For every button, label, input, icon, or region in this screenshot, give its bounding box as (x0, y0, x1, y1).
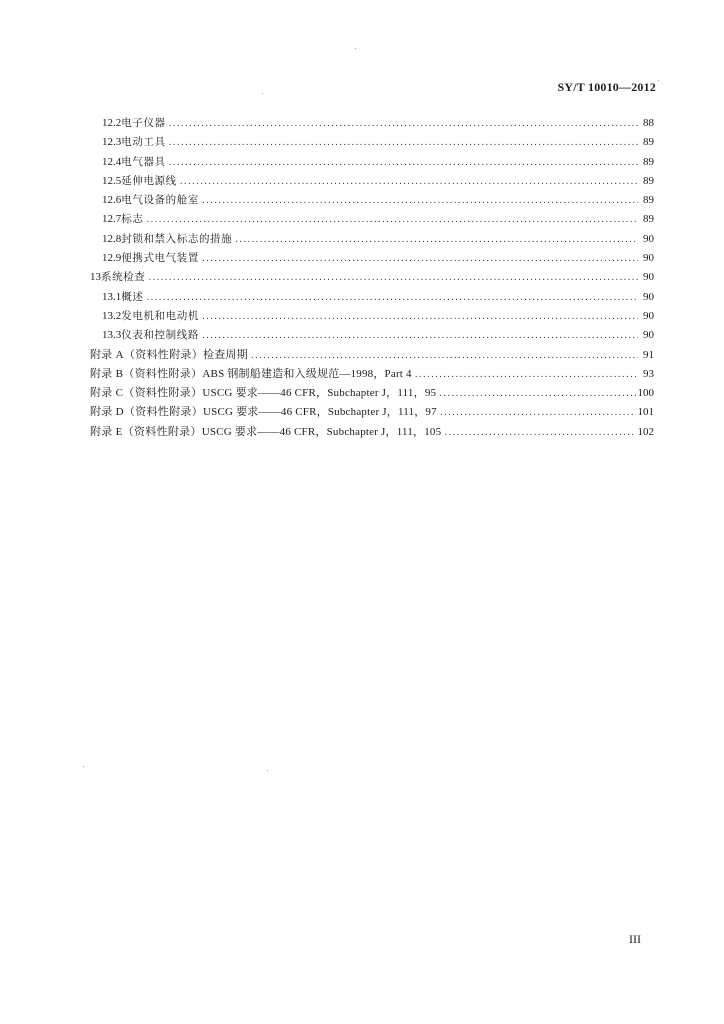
toc-entry-page: 89 (643, 194, 654, 207)
dot-leader (440, 404, 636, 423)
toc-entry-title: 仪表和控制线路 (121, 329, 199, 342)
toc-entry-number: 12.8 (102, 232, 122, 245)
toc-entry (90, 133, 654, 152)
toc-entry-title: 标志 (121, 213, 144, 226)
toc-entry (90, 307, 654, 326)
table-of-contents (90, 114, 654, 442)
appendix-page: 91 (643, 348, 654, 361)
scan-speck (355, 48, 356, 49)
dot-leader (444, 424, 635, 443)
dot-leader (169, 115, 638, 134)
toc-entry-number: 12.6 (102, 194, 122, 207)
dot-leader (148, 269, 638, 288)
toc-entry-title: 电子仪器 (121, 117, 166, 129)
appendix-title: 检查周期 (203, 348, 248, 361)
appendix-title: ABS 钢制船建造和入级规范—1998，Part 4 (202, 367, 412, 380)
toc-entry-title: 电动工具 (121, 136, 166, 149)
appendix-page: 101 (637, 406, 654, 419)
toc-entry-number: 12.3 (102, 136, 122, 149)
toc-entry-page: 90 (643, 290, 654, 303)
toc-entry-page: 89 (643, 136, 654, 149)
toc-appendix-entry (90, 403, 654, 422)
toc-entry (90, 288, 654, 307)
scan-speck (83, 766, 84, 767)
toc-chapter-entry (90, 268, 654, 287)
appendix-label: 附录 B（资料性附录） (90, 367, 203, 380)
toc-entry-title: 电气设备的舱室 (121, 194, 199, 207)
scan-speck (262, 93, 263, 94)
toc-entry (90, 153, 654, 172)
dot-leader (202, 308, 638, 327)
dot-leader (202, 327, 638, 346)
toc-entry-page: 89 (643, 174, 654, 187)
toc-entry-page: 90 (643, 232, 654, 245)
dot-leader (202, 192, 638, 211)
dot-leader (180, 173, 638, 192)
toc-entry-number: 13.1 (102, 290, 122, 303)
dot-leader (202, 250, 638, 269)
toc-entry-number: 12.9 (102, 252, 122, 265)
dot-leader (251, 347, 638, 366)
toc-entry-number: 12.4 (102, 155, 122, 168)
toc-entry-title: 延伸电源线 (121, 174, 177, 187)
scan-speck (658, 80, 659, 81)
appendix-label: 附录 C（资料性附录） (90, 387, 203, 400)
dot-leader (146, 289, 638, 308)
toc-entry-page: 90 (643, 309, 654, 322)
appendix-label: 附录 E（资料性附录） (90, 425, 202, 438)
toc-entry-number: 12.2 (102, 117, 122, 129)
dot-leader (439, 385, 635, 404)
toc-entry-number: 13 (90, 271, 101, 284)
toc-entry-page: 89 (643, 155, 654, 168)
appendix-page: 100 (637, 387, 654, 400)
toc-entry-page: 90 (643, 252, 654, 265)
toc-entry (90, 230, 654, 249)
toc-appendix-entry (90, 423, 654, 442)
toc-entry-number: 13.2 (102, 309, 122, 322)
dot-leader (415, 366, 638, 385)
toc-entry-title: 封锁和禁入标志的措施 (121, 232, 233, 245)
toc-entry-title: 发电机和电动机 (121, 309, 199, 322)
appendix-title: USCG 要求——46 CFR，Subchapter J，111，105 (201, 425, 442, 438)
appendix-title: USCG 要求——46 CFR，Subchapter J，111，97 (203, 406, 437, 419)
dot-leader (235, 231, 638, 250)
dot-leader (146, 211, 638, 230)
toc-appendix-entry (90, 384, 654, 403)
toc-entry-number: 12.5 (102, 174, 122, 187)
appendix-page: 102 (637, 425, 654, 438)
toc-entry (90, 210, 654, 229)
appendix-label: 附录 A（资料性附录） (90, 348, 203, 361)
toc-entry-number: 12.7 (102, 213, 122, 226)
toc-entry-title: 概述 (121, 290, 144, 303)
toc-entry (90, 191, 654, 210)
toc-entry-title: 电气器具 (121, 155, 166, 168)
toc-entry-title: 系统检查 (101, 271, 146, 284)
page-number: III (629, 932, 641, 946)
dot-leader (169, 154, 638, 173)
toc-entry (90, 172, 654, 191)
toc-appendix-entry (90, 346, 654, 365)
toc-entry (90, 249, 654, 268)
toc-entry-number: 13.3 (102, 329, 122, 342)
appendix-title: USCG 要求——46 CFR，Subchapter J，111，95 (202, 387, 437, 400)
toc-entry (90, 114, 654, 133)
toc-entry-page: 90 (643, 271, 654, 284)
appendix-label: 附录 D（资料性附录） (90, 406, 203, 419)
toc-entry-page: 90 (643, 329, 654, 342)
dot-leader (169, 134, 638, 153)
scan-speck (267, 770, 268, 771)
toc-entry-page: 89 (643, 213, 654, 226)
toc-appendix-entry (90, 365, 654, 384)
appendix-page: 93 (643, 367, 654, 380)
standard-code-header: SY/T 10010—2012 (557, 80, 656, 94)
toc-entry-title: 便携式电气装置 (121, 252, 199, 265)
toc-entry (90, 326, 654, 345)
toc-entry-page: 88 (643, 117, 654, 129)
